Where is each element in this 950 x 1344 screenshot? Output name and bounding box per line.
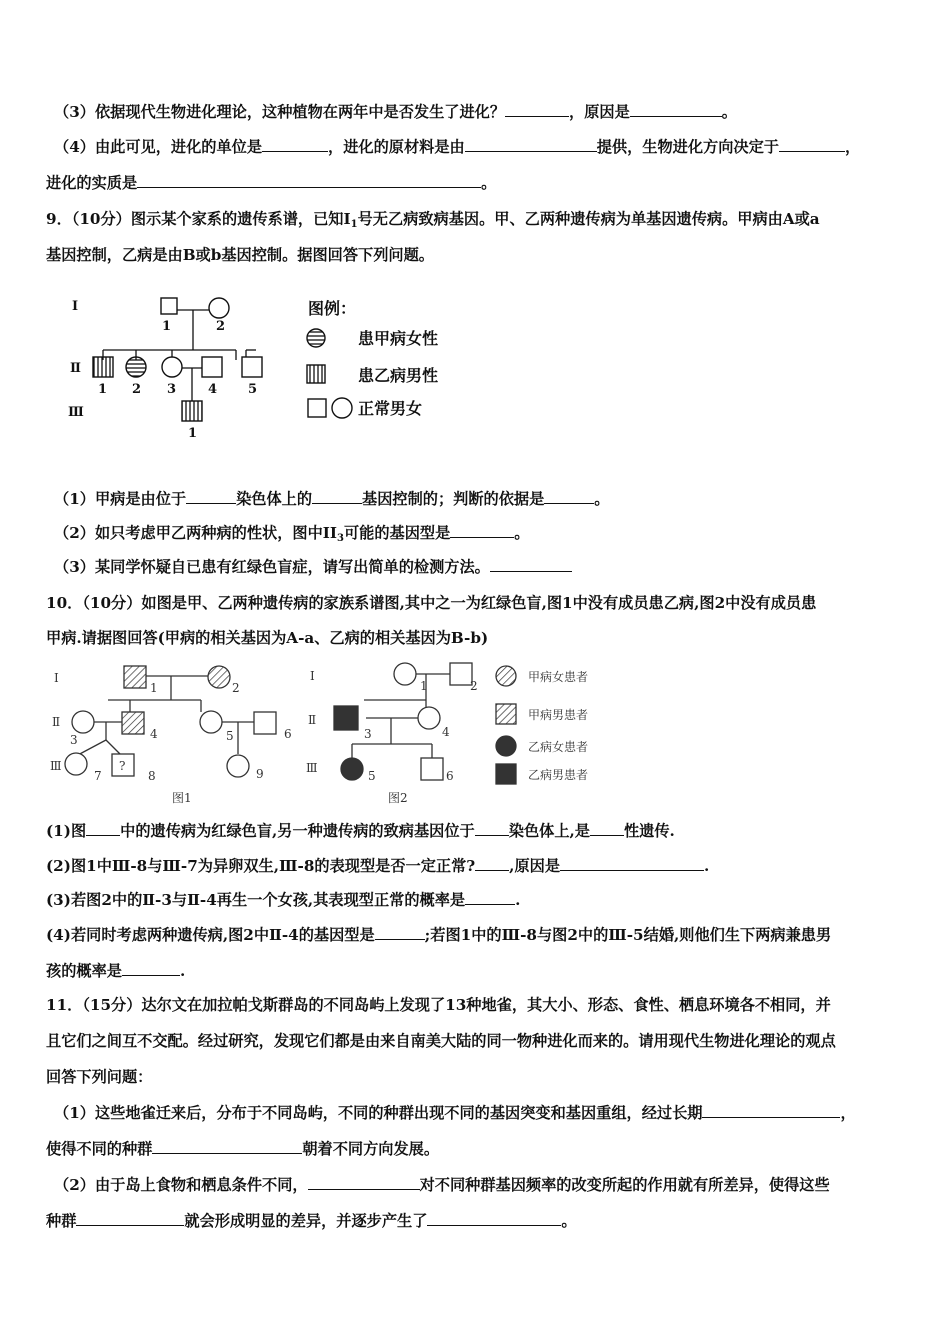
answer-blank[interactable] (490, 556, 572, 572)
text: （1）这些地雀迁来后，分布于不同岛屿，不同的种群出现不同的基因突变和基因重组，经过长期 (54, 1104, 703, 1122)
q11-header-3: 回答下列问题： (46, 1068, 153, 1086)
fig2-I2-male (450, 663, 472, 685)
fig1-II6-male (254, 712, 276, 734)
q9-sub-1 (54, 488, 910, 510)
legend-label: 乙病女患者 (528, 740, 589, 754)
fig1-II3-female (72, 711, 94, 733)
legend-swatch (496, 764, 516, 784)
legend-label: 患乙病男性 (358, 366, 439, 385)
number: 5 (226, 729, 234, 743)
answer-blank[interactable] (122, 960, 180, 976)
fig1-II4-affected-male (122, 712, 144, 734)
number: 2 (232, 681, 240, 695)
text: 号无乙病致病基因。甲、乙两种遗传病为单基因遗传病。甲病由A或a (357, 210, 820, 228)
legend-swatch (307, 365, 325, 383)
text: 性遗传. (623, 822, 675, 840)
text: 提供，生物进化方向决定于 (596, 138, 779, 156)
text: ，原因是 (569, 103, 630, 121)
answer-blank[interactable] (137, 172, 481, 188)
q10-header: 10．（10分）如图是甲、乙两种遗传病的家族系谱图,其中之一为红绿色盲,图1中没有成员患乙病,图2中没有成员患 (46, 594, 817, 612)
answer-blank[interactable] (630, 101, 722, 117)
legend-label: 患甲病女性 (358, 329, 439, 348)
gen-label: Ⅲ (306, 761, 318, 775)
answer-blank[interactable] (375, 924, 425, 940)
q8-line-5 (46, 172, 910, 194)
legend-label: 甲病男患者 (528, 708, 589, 722)
number: 3 (70, 733, 78, 747)
fig1-I2-affected-female (208, 666, 230, 688)
text: 可能的基因型是 (343, 524, 451, 542)
answer-blank[interactable] (86, 820, 120, 836)
q9-sub-3 (54, 556, 910, 578)
answer-blank[interactable] (427, 1210, 561, 1226)
text: ;若图1中的Ⅲ-8与图2中的Ⅲ-5结婚,则他们生下两病兼患男 (424, 926, 832, 944)
number: 3 (167, 382, 177, 397)
text: 对不同种群基因频率的改变所起的作用就有所差异，使得这些 (419, 1176, 830, 1194)
legend-swatch (308, 399, 326, 417)
answer-blank[interactable] (152, 1138, 302, 1154)
q10-sub-1 (46, 820, 910, 842)
gen-label: Ⅲ (50, 759, 62, 773)
legend-label: 正常男女 (358, 399, 423, 418)
text: 染色体上的 (236, 490, 313, 508)
number: 1 (420, 679, 428, 693)
pedigree-II5-male (242, 357, 262, 377)
pedigree-II1-affected-male (93, 357, 113, 377)
q10-header-2: 甲病.请据图回答(甲病的相关基因为A-a、乙病的相关基因为B-b) (46, 629, 489, 647)
answer-blank[interactable] (262, 136, 328, 152)
q10-sub-4b (46, 960, 910, 982)
pedigree-figure-q10 (46, 660, 626, 810)
answer-blank[interactable] (76, 1210, 184, 1226)
answer-blank[interactable] (505, 101, 569, 117)
pedigree-II2-affected-female (126, 357, 146, 377)
figure-caption: 图1 (172, 791, 192, 805)
gen-label: Ⅲ (68, 405, 84, 420)
pedigree-II3-female (162, 357, 182, 377)
text: 9．（10分）图示某个家系的遗传系谱，已知Ⅰ (46, 210, 351, 228)
fig1-III7-female (65, 753, 87, 775)
legend-swatch (496, 666, 516, 686)
answer-blank[interactable] (590, 820, 624, 836)
number: 5 (248, 382, 258, 397)
q8-line-3 (54, 101, 910, 123)
pedigree-figure-q9 (56, 286, 486, 446)
q10-sub-3 (46, 889, 910, 911)
answer-blank[interactable] (475, 820, 509, 836)
answer-blank[interactable] (475, 855, 509, 871)
number: 2 (470, 679, 478, 693)
text: 基因控制的；判断的依据是 (362, 490, 545, 508)
text: 。 (721, 103, 737, 121)
text: 进化的实质是 (46, 174, 138, 192)
text: 。 (481, 174, 497, 192)
number: 3 (364, 727, 372, 741)
legend-label: 甲病女患者 (528, 670, 589, 684)
text: 就会形成明显的差异，并逐步产生了 (184, 1212, 428, 1230)
text: II (322, 524, 337, 542)
text: 。 (561, 1212, 577, 1230)
text: 中的遗传病为红绿色盲,另一种遗传病的致病基因位于 (120, 822, 475, 840)
answer-blank[interactable] (465, 136, 597, 152)
legend-swatch (332, 398, 352, 418)
text: ， (844, 138, 861, 156)
legend-label: 乙病男患者 (528, 768, 589, 782)
q9-header-2: 基因控制，乙病是由B或b基因控制。据图回答下列问题。 (46, 246, 434, 264)
text: （4）由此可见，进化的单位是 (54, 138, 263, 156)
subscript: 1 (350, 219, 358, 230)
answer-blank[interactable] (702, 1102, 840, 1118)
answer-blank[interactable] (465, 889, 515, 905)
text: （3）某同学怀疑自已患有红绿色盲症，请写出简单的检测方法。 (54, 558, 490, 576)
legend-title: 图例： (308, 299, 357, 318)
text: (1)图 (46, 822, 87, 840)
number: 2 (132, 382, 142, 397)
text: ，进化的原材料是由 (328, 138, 465, 156)
fig2-III5-affected-female (341, 758, 363, 780)
gen-label: Ⅰ (54, 671, 59, 685)
text: (4)若同时考虑两种遗传病,图2中Ⅱ-4的基因型是 (46, 926, 375, 944)
number: 1 (188, 426, 198, 441)
number: 1 (98, 382, 108, 397)
fig2-III6-male (421, 758, 443, 780)
q10-sub-4 (46, 924, 910, 946)
number: 4 (208, 382, 218, 397)
number: 6 (446, 769, 454, 783)
q11-header-2: 且它们之间互不交配。经过研究，发现它们都是由来自南美大陆的同一物种进化而来的。请用现代生物进化理论的观点 (46, 1032, 836, 1050)
text: 使得不同的种群 (46, 1140, 153, 1158)
fig2-I1-female (394, 663, 416, 685)
q8-line-4 (54, 136, 910, 158)
answer-blank[interactable] (779, 136, 845, 152)
number: 2 (216, 319, 226, 334)
answer-blank[interactable] (450, 522, 514, 538)
gen-label: Ⅱ (70, 361, 81, 376)
fig1-III9-female (227, 755, 249, 777)
pedigree-II4-male (202, 357, 222, 377)
text: 孩的概率是 (46, 962, 122, 980)
q9-sub-2 (54, 522, 910, 550)
q9-header (46, 208, 910, 236)
fig1-II5-female (200, 711, 222, 733)
legend-swatch (496, 736, 516, 756)
gen-label: Ⅰ (310, 669, 315, 683)
number: 9 (256, 767, 264, 781)
number: 4 (150, 727, 158, 741)
subscript: 3 (336, 533, 344, 544)
q10-sub-2 (46, 855, 910, 877)
answer-blank[interactable] (560, 855, 704, 871)
q11-header: 11．（15分）达尔文在加拉帕戈斯群岛的不同岛屿上发现了13种地雀，其大小、形态、食性、栖息环境各不相同，并 (46, 996, 831, 1014)
legend-swatch (496, 704, 516, 724)
number: 6 (284, 727, 292, 741)
text: . (515, 891, 521, 909)
text: 染色体上,是 (508, 822, 590, 840)
text: (2)图1中Ⅲ-8与Ⅲ-7为异卵双生,Ⅲ-8的表现型是否一定正常? (46, 857, 476, 875)
text: （2）由于岛上食物和栖息条件不同， (54, 1176, 308, 1194)
q11-sub-1b (46, 1138, 910, 1160)
number: 5 (368, 769, 376, 783)
legend-swatch (307, 329, 325, 347)
figure-caption: 图2 (388, 791, 408, 805)
answer-blank[interactable] (186, 488, 236, 504)
pedigree-I1-male (161, 298, 177, 314)
gen-label: Ⅱ (52, 715, 61, 729)
text: （1）甲病是由位于 (54, 490, 187, 508)
q11-sub-1 (54, 1102, 910, 1124)
number: 4 (442, 725, 450, 739)
text: ,原因是 (509, 857, 561, 875)
q11-sub-2 (54, 1174, 910, 1196)
text: . (704, 857, 710, 875)
text: 。 (514, 524, 530, 542)
text: （3）依据现代生物进化理论，这种植物在两年中是否发生了进化？ (54, 103, 506, 121)
gen-label: Ⅰ (72, 299, 79, 314)
number: 8 (148, 769, 156, 783)
text: (3)若图2中的Ⅱ-3与Ⅱ-4再生一个女孩,其表现型正常的概率是 (46, 891, 466, 909)
fig2-II3-affected-male (334, 706, 358, 730)
text: （2）如只考虑甲乙两种病的性状，图中 (54, 524, 323, 542)
number: 1 (150, 681, 158, 695)
number: 1 (162, 319, 172, 334)
gen-label: Ⅱ (308, 713, 317, 727)
unknown-mark: ? (119, 759, 126, 773)
pedigree-III1-affected-male (182, 401, 202, 421)
fig1-I1-affected-male (124, 666, 146, 688)
text: 。 (594, 490, 610, 508)
text: 朝着不同方向发展。 (302, 1140, 439, 1158)
text: ， (840, 1104, 856, 1122)
q11-sub-2b (46, 1210, 910, 1232)
text: 种群 (46, 1212, 77, 1230)
fig2-II4-female (418, 707, 440, 729)
pedigree-I2-female (209, 298, 229, 318)
answer-blank[interactable] (544, 488, 594, 504)
number: 7 (94, 769, 102, 783)
answer-blank[interactable] (312, 488, 362, 504)
text: . (179, 962, 186, 980)
answer-blank[interactable] (308, 1174, 420, 1190)
